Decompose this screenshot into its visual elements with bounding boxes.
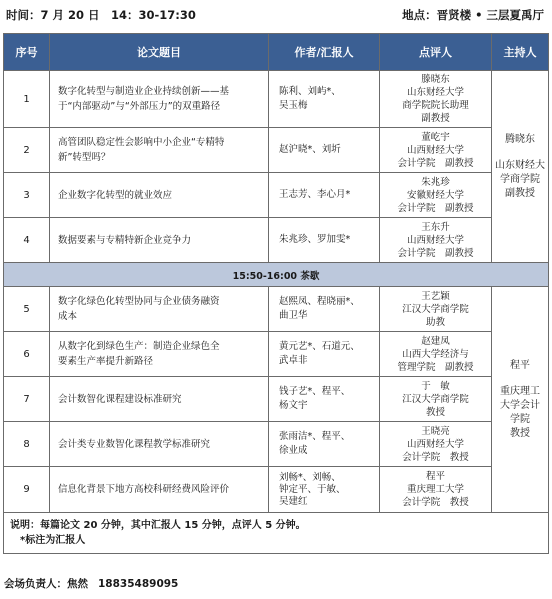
paper-title: 数字化绿色化转型协同与企业债务融资 成本 (50, 287, 269, 332)
session-time: 时间：7 月 20 日 14：30-17:30 (6, 8, 196, 22)
paper-reviewer: 滕晓东 山东财经大学 商学院院长助理 副教授 (380, 71, 492, 128)
note-line: 说明：每篇论文 20 分钟，其中汇报人 15 分钟，点评人 5 分钟。 (10, 520, 306, 531)
session-venue: 地点：晋贤楼 • 三层夏禹厅 (402, 8, 544, 22)
schedule-table (3, 33, 549, 554)
paper-authors: 钱子艺*、程平、 杨文宇 (269, 377, 380, 422)
tea-break: 15:50-16:00 茶歇 (4, 263, 549, 287)
table-row (4, 287, 549, 332)
paper-reviewer: 于 敏 江汉大学商学院 教授 (380, 377, 492, 422)
contact-label: 会场负责人：焦然 (4, 578, 88, 590)
row-number: 7 (4, 377, 50, 422)
col-header-title: 论文题目 (50, 34, 269, 71)
row-number: 9 (4, 467, 50, 513)
paper-reviewer: 王艺颖 江汉大学商学院 助教 (380, 287, 492, 332)
paper-authors: 赵熙凤、程晓丽*、 曲卫华 (269, 287, 380, 332)
note-line: *标注为汇报人 (20, 535, 86, 546)
paper-title: 会计类专业数智化课程教学标准研究 (50, 422, 269, 467)
paper-title: 会计数智化课程建设标准研究 (50, 377, 269, 422)
paper-title: 信息化背景下地方高校科研经费风险评价 (50, 467, 269, 513)
paper-authors: 陈利、刘屿*、 吴玉梅 (269, 71, 380, 128)
paper-authors: 黄元艺*、石道元、 武卓非 (269, 332, 380, 377)
table-header-row (4, 34, 549, 71)
session-notes (4, 513, 549, 554)
paper-title: 高管团队稳定性会影响中小企业“专精特 新”转型吗？ (50, 128, 269, 173)
row-number: 3 (4, 173, 50, 218)
paper-authors: 张雨洁*、程平、 徐业成 (269, 422, 380, 467)
table-row (4, 173, 549, 218)
col-header-reviewer: 点评人 (380, 34, 492, 71)
paper-authors: 赵沪晓*、刘圻 (269, 128, 380, 173)
paper-title: 数字化转型与制造业企业持续创新——基 于“内部驱动”与“外部压力”的双重路径 (50, 71, 269, 128)
tea-break-row (4, 263, 549, 287)
paper-reviewer: 程平 重庆理工大学 会计学院 教授 (380, 467, 492, 513)
row-number: 1 (4, 71, 50, 128)
col-header-host: 主持人 (492, 34, 549, 71)
row-number: 8 (4, 422, 50, 467)
row-number: 5 (4, 287, 50, 332)
table-row (4, 128, 549, 173)
table-row (4, 71, 549, 128)
row-number: 6 (4, 332, 50, 377)
col-header-number: 序号 (4, 34, 50, 71)
table-row (4, 422, 549, 467)
paper-reviewer: 王晓亮 山西财经大学 会计学院 教授 (380, 422, 492, 467)
paper-authors: 王志芳、李心月* (269, 173, 380, 218)
paper-reviewer: 朱兆珍 安徽财经大学 会计学院 副教授 (380, 173, 492, 218)
header-bar (6, 3, 546, 25)
paper-title: 从数字化到绿色生产：制造企业绿色全 要素生产率提升新路径 (50, 332, 269, 377)
table-row (4, 332, 549, 377)
notes-row (4, 513, 549, 554)
col-header-authors: 作者/汇报人 (269, 34, 380, 71)
table-row (4, 218, 549, 263)
paper-title: 数据要素与专精特新企业竞争力 (50, 218, 269, 263)
paper-reviewer: 董屹宇 山西财经大学 会计学院 副教授 (380, 128, 492, 173)
paper-reviewer: 王东升 山西财经大学 会计学院 副教授 (380, 218, 492, 263)
session-host-1: 腾晓东 山东财经大 学商学院 副教授 (492, 71, 549, 263)
venue-contact (4, 576, 178, 591)
table-row (4, 467, 549, 513)
table-row (4, 377, 549, 422)
paper-authors: 刘畅*、刘畅、 钟定平、于敏、 吴建红 (269, 467, 380, 513)
paper-title: 企业数字化转型的就业效应 (50, 173, 269, 218)
row-number: 4 (4, 218, 50, 263)
session-host-2: 程平 重庆理工 大学会计 学院 教授 (492, 287, 549, 513)
contact-phone: 18835489095 (98, 578, 179, 590)
paper-reviewer: 赵建凤 山西大学经济与 管理学院 副教授 (380, 332, 492, 377)
paper-authors: 朱兆珍、罗加雯* (269, 218, 380, 263)
row-number: 2 (4, 128, 50, 173)
